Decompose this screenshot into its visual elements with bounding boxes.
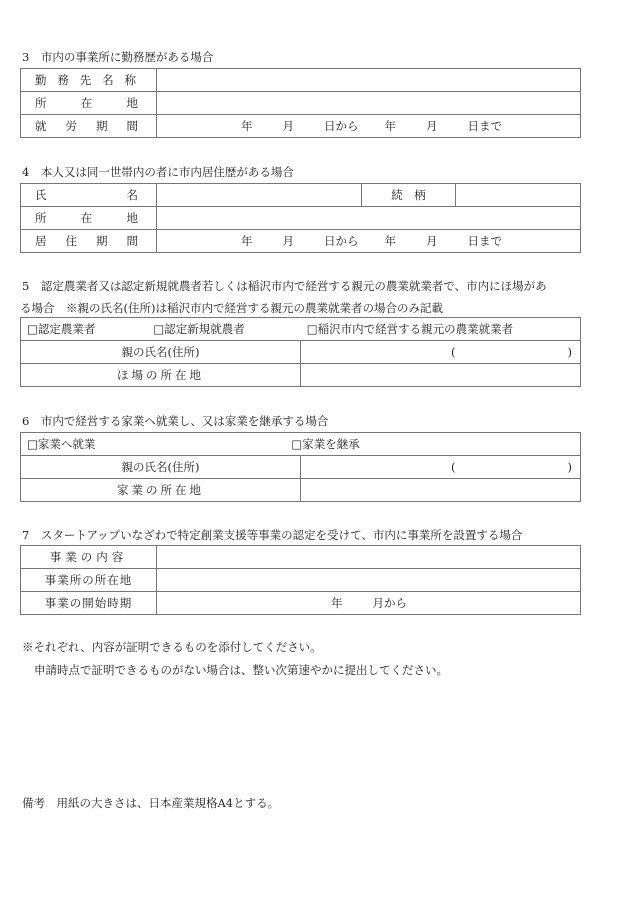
workplace-address-label: 所在地 (21, 92, 157, 115)
table-row (21, 341, 581, 364)
attachment-note: ※それぞれ、内容が証明できるものを添付してください。 (22, 640, 322, 654)
business-content-field[interactable] (157, 546, 581, 569)
day-from: 日から (324, 234, 359, 248)
year-to: 年 (384, 234, 396, 248)
workplace-name-field[interactable] (157, 69, 581, 92)
section-5-heading-line1: 5 認定農業者又は認定新規就農者若しくは稲沢市内で経営する親元の農業就業者で、市内にほ場があ (22, 279, 547, 293)
section-5-heading-line2: る場合 ※親の氏名(住所)は稲沢市内で経営する親元の農業就業者の場合のみ記載 (20, 301, 443, 315)
table-row (21, 479, 581, 502)
table-row (21, 115, 581, 138)
start-month: 月から (372, 596, 407, 610)
parent-name-label: 親の氏名(住所) (21, 341, 301, 364)
table-row (21, 364, 581, 387)
table-row (21, 433, 581, 456)
table-row (21, 456, 581, 479)
section-6-heading: 6 市内で経営する家業へ就業し、又は家業を継承する場合 (22, 414, 329, 428)
month-to: 月 (426, 234, 438, 248)
relation-field[interactable] (456, 184, 581, 207)
table-row (21, 592, 581, 615)
section-3-table (20, 68, 581, 138)
business-content-label: 事業の内容 (21, 546, 157, 569)
table-row (21, 92, 581, 115)
checkbox-certified-farmer[interactable]: □認定農業者 (27, 322, 96, 336)
year-from: 年 (241, 119, 253, 133)
name-field[interactable] (157, 184, 362, 207)
day-to: 日まで (467, 119, 502, 133)
month-from: 月 (282, 119, 294, 133)
residence-address-label: 所在地 (21, 207, 157, 230)
month-from: 月 (282, 234, 294, 248)
checkbox-new-farmer[interactable]: □認定新規就農者 (153, 322, 245, 336)
workplace-name-label: 勤務先名称 (21, 69, 157, 92)
residence-period-label: 居住期間 (21, 230, 157, 253)
residence-address-field[interactable] (157, 207, 581, 230)
family-business-options (21, 433, 581, 456)
day-from: 日から (324, 119, 359, 133)
work-period-label: 就労期間 (21, 115, 157, 138)
table-row (21, 569, 581, 592)
relation-label: 続 柄 (362, 184, 456, 207)
section-4-heading: 4 本人又は同一世帯内の者に市内居住歴がある場合 (22, 165, 294, 179)
business-start-label: 事業の開始時期 (21, 592, 157, 615)
year-from: 年 (241, 234, 253, 248)
field-location-label: ほ場の所在地 (21, 364, 301, 387)
business-location-label: 事業所の所在地 (21, 569, 157, 592)
table-row (21, 207, 581, 230)
business-start-field[interactable] (157, 592, 581, 615)
section-7-table (20, 545, 581, 615)
residence-period-field[interactable] (157, 230, 581, 253)
business-location-field[interactable] (157, 569, 581, 592)
table-row (21, 318, 581, 341)
table-row (21, 69, 581, 92)
checkbox-parent-farmer[interactable]: □稲沢市内で経営する親元の農業就業者 (306, 322, 514, 336)
checkbox-inherit-family-business[interactable]: □家業を継承 (291, 437, 360, 451)
parent-name-field[interactable] (301, 341, 581, 364)
remark: 備考 用紙の大きさは、日本産業規格A4とする。 (22, 796, 280, 810)
day-to: 日まで (467, 234, 502, 248)
submission-note: 申請時点で証明できるものがない場合は、整い次第速やかに提出してください。 (34, 663, 448, 677)
name-label: 氏名 (21, 184, 157, 207)
start-year: 年 (331, 596, 343, 610)
paren-open: ( (451, 460, 456, 474)
workplace-address-field[interactable] (157, 92, 581, 115)
checkbox-join-family-business[interactable]: □家業へ就業 (27, 437, 96, 451)
parent-name-field[interactable] (301, 456, 581, 479)
section-3-heading: 3 市内の事業所に勤務歴がある場合 (22, 50, 214, 64)
table-row (21, 546, 581, 569)
section-4-table (20, 183, 581, 253)
section-6-table (20, 432, 581, 502)
family-business-location-label: 家業の所在地 (21, 479, 301, 502)
paren-close: ) (567, 345, 572, 359)
farmer-type-options (21, 318, 581, 341)
parent-name-label: 親の氏名(住所) (21, 456, 301, 479)
field-location-field[interactable] (301, 364, 581, 387)
work-period-field[interactable] (157, 115, 581, 138)
section-7-heading: 7 スタートアップいなざわで特定創業支援等事業の認定を受けて、市内に事業所を設置する場合 (22, 528, 523, 542)
paren-open: ( (451, 345, 456, 359)
section-5-table (20, 317, 581, 387)
family-business-location-field[interactable] (301, 479, 581, 502)
table-row (21, 184, 581, 207)
paren-close: ) (567, 460, 572, 474)
month-to: 月 (426, 119, 438, 133)
table-row (21, 230, 581, 253)
year-to: 年 (384, 119, 396, 133)
